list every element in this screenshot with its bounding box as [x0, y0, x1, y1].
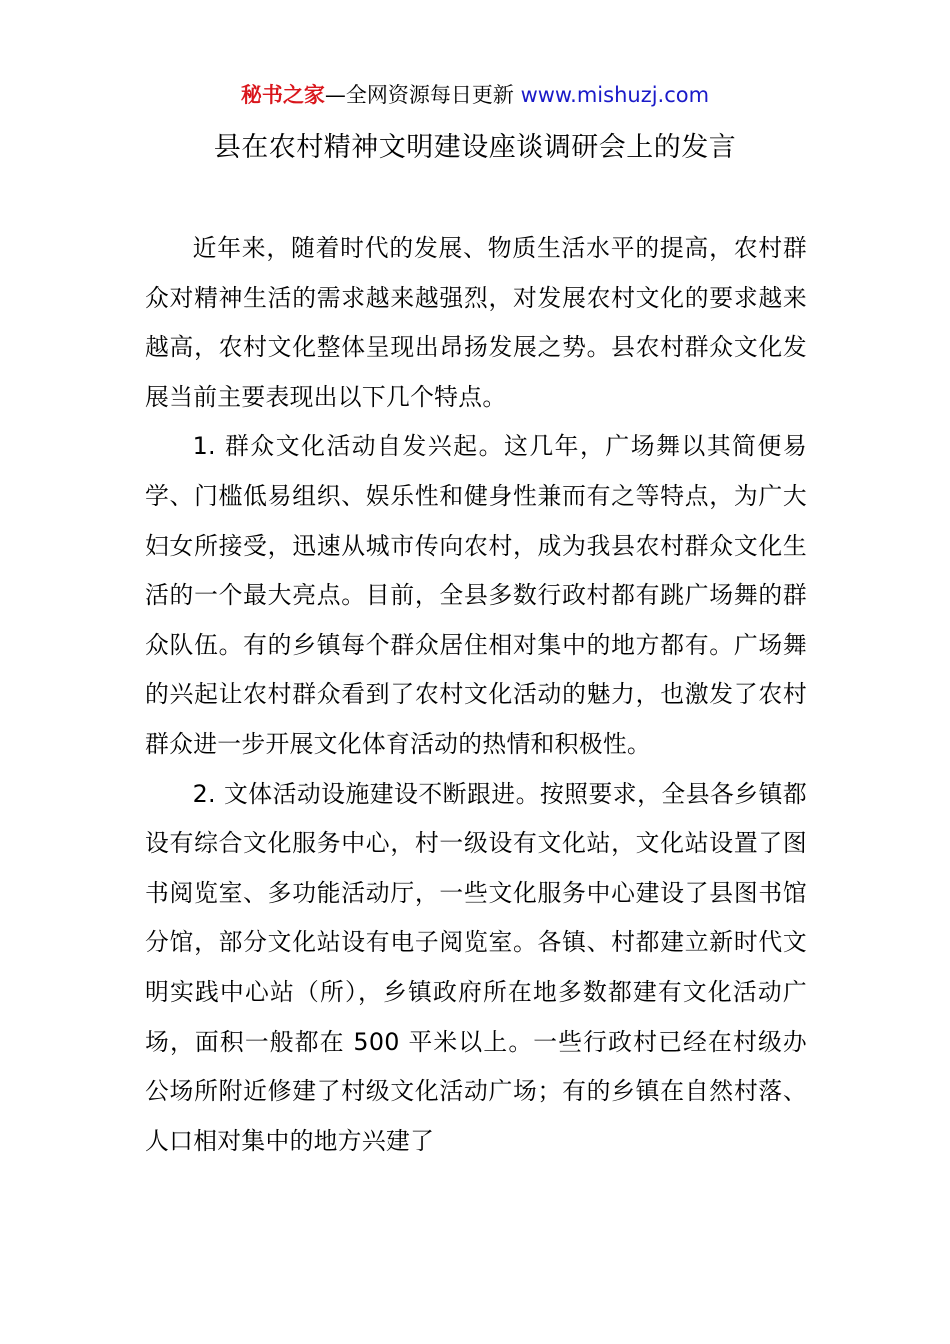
paragraph-point-1: 1. 群众文化活动自发兴起。这几年，广场舞以其简便易学、门槛低易组织、娱乐性和健身性兼而有之等特点，为广大妇女所接受，迅速从城市传向农村，成为我县农村群众文化生活的一个最大亮点。目前，全县多数行政村都有跳广场舞的群众队伍。有的乡镇每个群众居住相对集中的地方都有。广场舞的兴起让农村群众看到了农村文化活动的魅力，也激发了农村群众进一步开展文化体育活动的热情和积极性。 — [145, 432, 807, 758]
site-header — [0, 80, 950, 110]
document-title: 县在农村精神文明建设座谈调研会上的发言 — [213, 132, 737, 163]
site-tagline: —全网资源每日更新 — [324, 83, 521, 107]
paragraph-point-2: 2. 文体活动设施建设不断跟进。按照要求，全县各乡镇都设有综合文化服务中心，村一级设有文化站，文化站设置了图书阅览室、多功能活动厅，一些文化服务中心建设了县图书馆分馆，部分文化站设有电子阅览室。各镇、村都建立新时代文明实践中心站（所），乡镇政府所在地多数都建有文化活动广场，面积一般都在 500 平米以上。一些行政村已经在村级办公场所附近修建了村级文化活动广场；有的乡镇在自然村落、人口相对集中的地方兴建了 — [145, 779, 807, 1155]
paragraph-intro: 近年来，随着时代的发展、物质生活水平的提高，农村群众对精神生活的需求越来越强烈，对发展农村文化的要求越来越高，农村文化整体呈现出昂扬发展之势。县农村群众文化发展当前主要表现出以下几个特点。 — [145, 234, 807, 411]
site-url-link[interactable]: www.mishuzj.com — [520, 83, 710, 107]
brand-name: 秘书之家 — [240, 83, 325, 107]
document-body — [145, 224, 807, 1166]
